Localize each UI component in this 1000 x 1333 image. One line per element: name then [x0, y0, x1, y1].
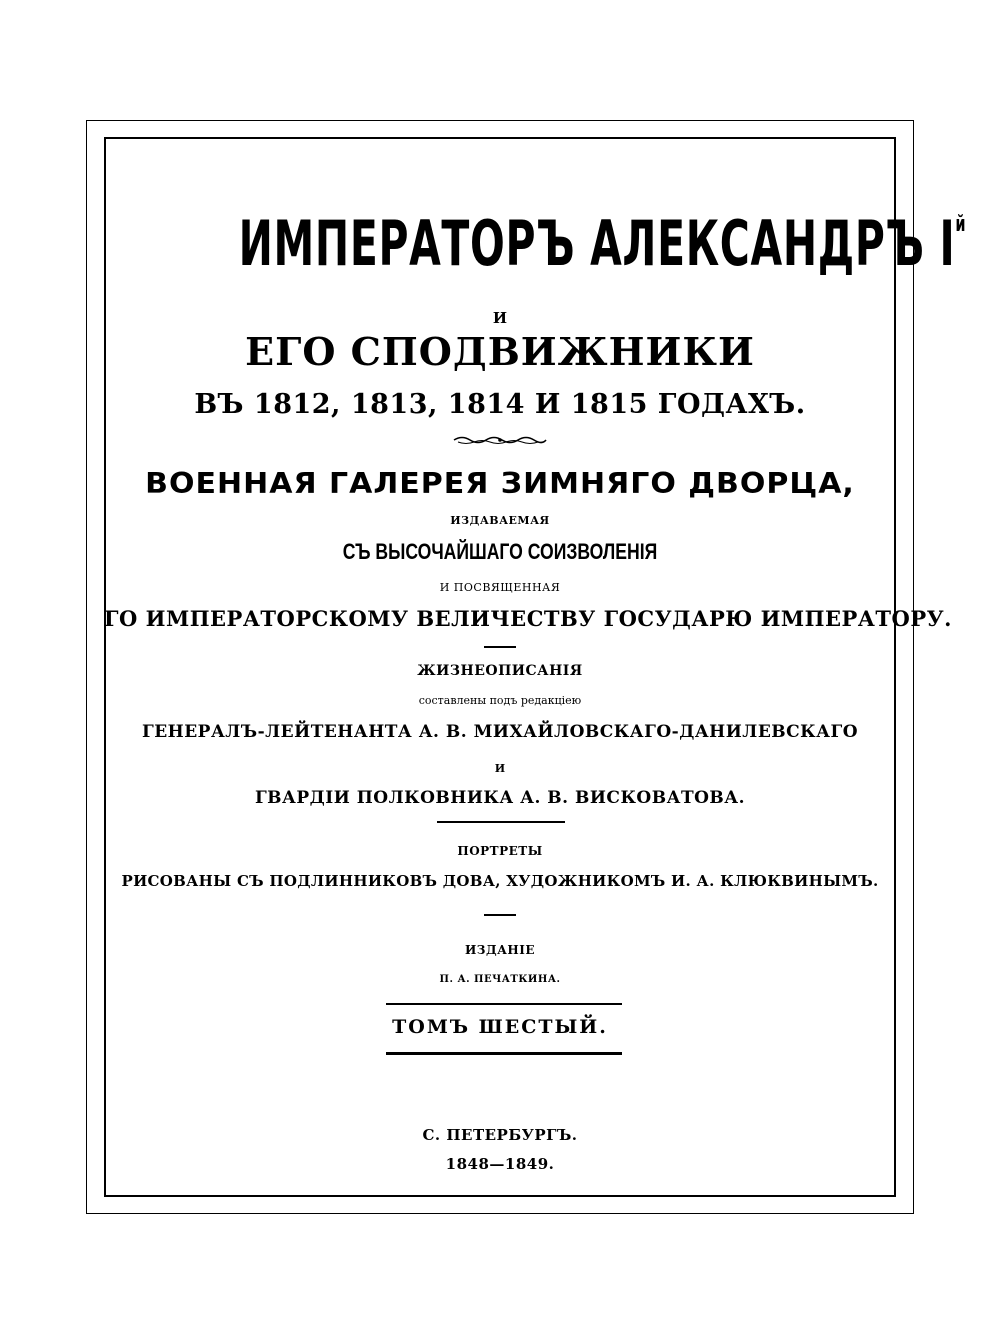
heading-military-gallery: ВОЕННАЯ ГАЛЕРЕЯ ЗИМНЯГО ДВОРЦА,: [145, 467, 855, 501]
rule-above-volume: [386, 1003, 622, 1005]
portraits-drawn-by: РИСОВАНЫ СЪ ПОДЛИННИКОВЪ ДОВА, ХУДОЖНИКОМЪ И. А. КЛЮКВИНЫМЪ.: [121, 872, 879, 890]
editor-guard-colonel: ГВАРДІИ ПОЛКОВНИКА А. В. ВИСКОВАТОВА.: [254, 788, 746, 808]
short-rule-1: [484, 646, 516, 648]
label-published: ИЗДАВАЕМАЯ: [450, 514, 550, 527]
label-compiled-under: составлены подъ редакціею: [418, 694, 582, 707]
dedication-majesty: ГО ИМПЕРАТОРСКОМУ ВЕЛИЧЕСТВУ ГОСУДАРЮ ИМПЕРАТОРУ.: [104, 606, 952, 631]
editor-lieutenant-general: ГЕНЕРАЛЪ-ЛЕЙТЕНАНТА А. В. МИХАЙЛОВСКАГО-ДАНИЛЕВСКАГО: [141, 722, 859, 742]
volume-title: ТОМЪ ШЕСТЫЙ.: [392, 1016, 608, 1038]
rule-below-volume: [386, 1052, 622, 1055]
short-rule-2: [484, 914, 516, 916]
imprint-year: 1848—1849.: [445, 1155, 555, 1173]
subtitle-companions: ЕГО СПОДВИЖНИКИ: [245, 329, 755, 374]
label-permission: СЪ ВЫСОЧАЙШАГО СОИЗВОЛЕНІЯ: [342, 539, 658, 564]
conjunction-and-1: И: [492, 309, 508, 327]
subtitle-years: ВЪ 1812, 1813, 1814 И 1815 ГОДАХЪ.: [194, 389, 806, 420]
label-edition: ИЗДАНІЕ: [464, 943, 536, 957]
imprint-city: С. ПЕТЕРБУРГЪ.: [422, 1126, 578, 1144]
ornament-divider: [452, 433, 548, 447]
title-emperor-text: ИМПЕРАТОРЪ АЛЕКСАНДРЪ I: [238, 207, 956, 280]
title-emperor: [238, 207, 967, 280]
label-portraits: ПОРТРЕТЫ: [457, 844, 543, 858]
title-emperor-superscript: й: [955, 212, 967, 237]
rule-medium: [437, 821, 565, 823]
conjunction-and-2: И: [494, 762, 506, 775]
label-biographies: ЖИЗНЕОПИСАНІЯ: [417, 663, 583, 679]
label-dedicated: И ПОСВЯЩЕННАЯ: [439, 581, 561, 594]
publisher-name: П. А. ПЕЧАТКИНА.: [439, 974, 561, 985]
